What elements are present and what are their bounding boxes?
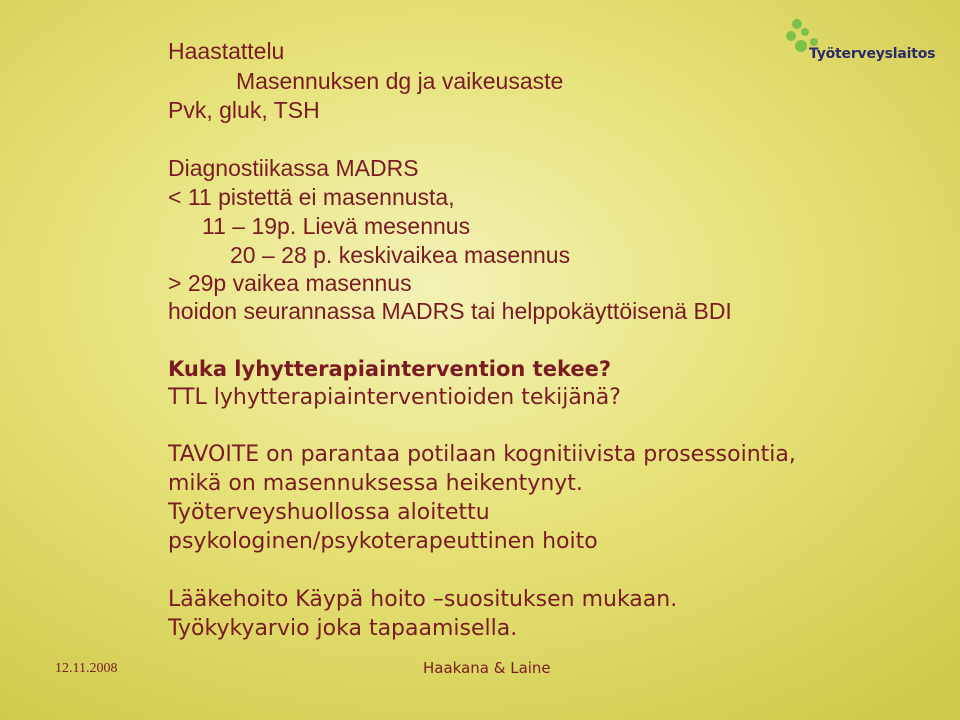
logo-text: Työterveyslaitos <box>809 46 936 62</box>
depression-severity-line: Masennuksen dg ja vaikeusaste <box>236 68 564 94</box>
madrs-range-1: < 11 pistettä ei masennusta, <box>168 184 455 210</box>
interview-heading: Haastattelu <box>168 38 285 64</box>
work-ability-line: Työkykyarvio joka tapaamisella. <box>168 616 518 641</box>
madrs-range-3: 20 – 28 p. keskivaikea masennus <box>230 242 571 268</box>
lab-tests-line: Pvk, gluk, TSH <box>168 97 320 123</box>
footer-date: 12.11.2008 <box>55 661 118 676</box>
goal-line-2: mikä on masennuksessa heikentynyt. <box>168 471 583 496</box>
ttl-question: TTL lyhytterapiainterventioiden tekijänä? <box>168 385 621 410</box>
intervention-question: Kuka lyhytterapiaintervention tekee? <box>168 357 612 381</box>
goal-line-1: TAVOITE on parantaa potilaan kognitiivista prosessointia, <box>168 442 796 467</box>
logo <box>785 18 940 73</box>
madrs-range-2: 11 – 19p. Lievä mesennus <box>202 213 471 239</box>
medication-line: Lääkehoito Käypä hoito –suosituksen mukaan. <box>168 587 678 612</box>
followup-line: hoidon seurannassa MADRS tai helppokäyttöisenä BDI <box>168 298 732 324</box>
madrs-range-4: > 29p vaikea masennus <box>168 270 412 296</box>
goal-line-3: Työterveyshuollossa aloitettu <box>168 500 490 525</box>
madrs-heading: Diagnostiikassa MADRS <box>168 155 419 181</box>
goal-line-4: psykologinen/psykoterapeuttinen hoito <box>168 529 598 554</box>
footer-authors: Haakana & Laine <box>423 659 551 677</box>
